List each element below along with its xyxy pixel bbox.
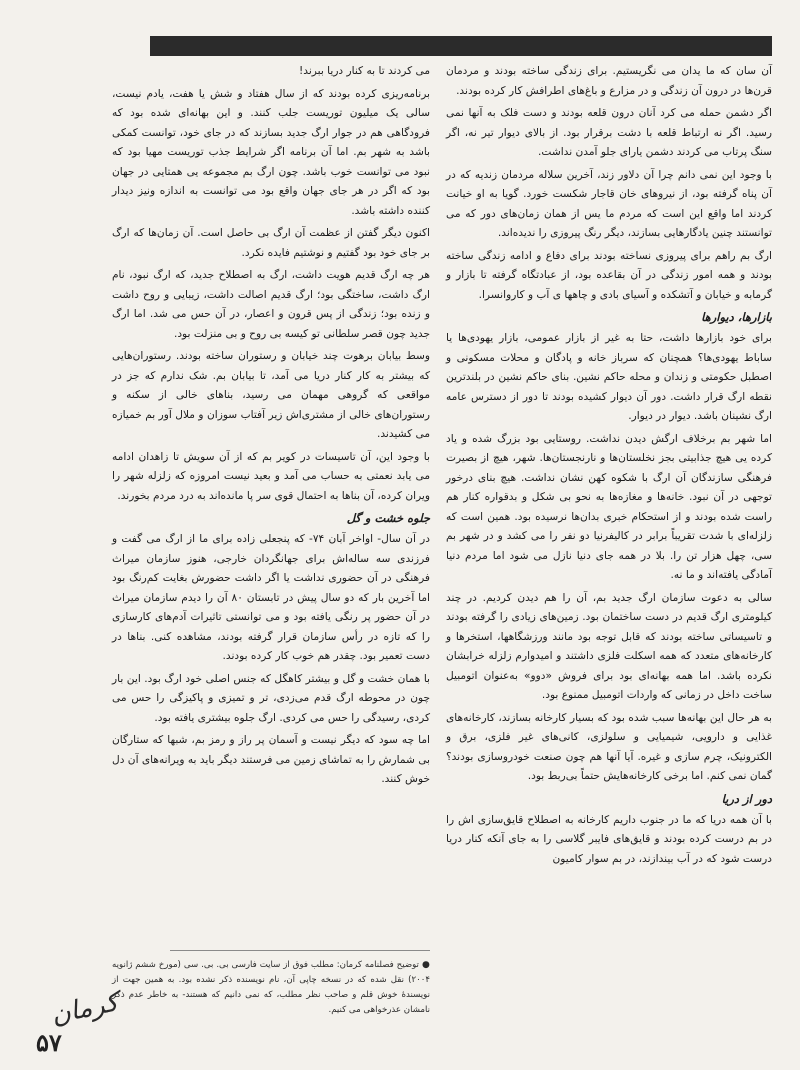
paragraph: برای خود بازارها داشت، حتا به غیر از بازار عمومی، بازار یهودی‌ها یا ساباط یهودی‌ها؟ همچنان که سرباز خانه و پادگان و محلات مسکونی و اصطبل حکومتی و زندان و محله حاکم نشین. بنای حاکم نشین در بلندترین نقطه ارگ قرار داشت. دور آن دیوار کشیده بودند تا دور از دسترس عامه ارگ نشینان باشد. دیوار در دیوار.	[446, 332, 772, 422]
paragraph: برنامه‌ریزی کرده بودند که از سال هفتاد و شش یا هفت، یادم نیست، سالی یک میلیون توریست جلب کنند. و این بهانه‌ای شده بود که فرودگاهی هم در جوار ارگ جدید بسازند که در جای خود، توانست کمکی باشد به شهر بم. اما آن برنامه اگر شرایط جذب توریست مهیا بود که نبود می توانست خوب باشد. چون ارگ بم مجموعه یی همتایی در جهان بود که اگر در هر جای جهان واقع بود می توانست به اندازه ونیز دیدار کننده داشته باشد.	[112, 87, 430, 217]
article-column-right	[446, 62, 772, 872]
footnote-text: توضیح فصلنامه کرمان: مطلب فوق از سایت فارسی بی. بی. سی (مورخ ششم ژانویه ۲۰۰۴) نقل شده که در نسخه چاپی آن، نام نویسنده ذکر نشده بود. به همین جهت از نویسندهٔ خوش قلم و صاحب نظر مطلب، که نمی دانیم که هستند- به خاطر عدم ذکر نامشان عذرخواهی می کنیم.	[112, 960, 430, 1015]
paragraph: به هر حال این بهانه‌ها سبب شده بود که بسیار کارخانه بسازند، کارخانه‌های غذایی و دارویی، شیمیایی و سلولزی، کانی‌های غیر فلزی، برق و الکترونیک، چرم سازی و غیره. آیا آنها هم چون صنعت خودروسازی بودند؟ گمان نمی کنم. اما برخی کارخانه‌هایش حتماً بی‌ربط بود.	[446, 711, 772, 782]
footnote-separator	[170, 950, 430, 951]
paragraph: اگر دشمن حمله می کرد آنان درون قلعه بودند و دست فلک به آنها نمی رسید. اگر نه ارتباط قلعه با دشت برقرار بود. از بالای دیوار تیر نه، اگر سنگ پرتاب می کردند دشمن یارای جلو آمدن نداشت.	[446, 107, 772, 158]
paragraph: اما شهر بم برخلاف ارگش دیدن نداشت. روستایی بود بزرگ شده و یاد کرده یی هیچ جذابیتی بجز نخلستان‌ها و نارنجستان‌ها. شهر، هیچ از بصیرت فرهنگی سازندگان آن ارگ با شکوه کهن نشان نداشت. هیچ بنای درخور توجهی در آن نبود. خانه‌ها و مغازه‌ها به نحو بی شکل و بدقواره کنار هم راست شده بودند و از استحکام خبری بدان‌ها نرسیده بود. همین است که زلزله‌ای با شدت تقریباً برابر در کالیفرنیا دو نفر را می کشد و در شهر بم سی، چهل هزار تن را. بلا در همه جای دنیا نازل می شود اما مردم دنیا آمادگی یافته‌اند و ما نه.	[446, 432, 772, 581]
paragraph: وسط بیابان برهوت چند خیابان و رستوران ساخته بودند. رستوران‌هایی که بیشتر به کار کنار دریا می آمد، تا بیابان بم. شک ندارم که جز در مواقعی که گروهی مهمان می رسید، بناهای خالی از سکنه و رستوران‌های خالی از مشتری‌اش زیر آفتاب سوزان و ملال آور بم خمیازه می کشیدند.	[112, 350, 430, 440]
section-heading: جلوه خشت و گل	[346, 511, 430, 525]
page-number: ۵۷	[36, 1028, 62, 1057]
paragraph: آن سان که ما یدان می نگریستیم. برای زندگی ساخته بودند و مردمان قرن‌ها در درون آن زندگی و در مزارع و باغ‌های اطرافش کار کرده بودند.	[446, 65, 772, 97]
footnote-bullet: ●	[421, 960, 430, 970]
section-heading: بازارها، دیوارها	[701, 310, 772, 324]
header-bar	[150, 36, 772, 56]
paragraph: با آن همه دریا که ما در جنوب داریم کارخانه به اصطلاح قایق‌سازی اش را در بم درست کرده بودند و قایق‌های فایبر گلاسی را به جای آنکه کنار دریا درست شود که در آب بیندازند، در بم سوار کامیون	[446, 813, 772, 865]
paragraph: ارگ بم راهم برای پیروزی نساخته بودند برای دفاع و ادامه زندگی ساخته بودند و همه امور زندگی در آن بقاعده بود، از عبادتگاه گرفته تا بازار و گرمابه و خیابان و آتشکده و آسیای بادی و چاهها ی آب و کاروانسرا.	[446, 249, 772, 301]
section-heading: دور از دریا	[721, 791, 772, 806]
paragraph: اکنون دیگر گفتن از عظمت آن ارگ بی حاصل است. آن زمان‌ها که ارگ بر جای خود بود گفتیم و نوشتیم فایده نکرد.	[112, 227, 430, 259]
paragraph: با همان خشت و گل و بیشتر کاهگل که جنس اصلی خود ارگ بود. این بار چون در محوطه ارگ قدم می‌زدی، تر و تمیزی و پاکیزگی را حس می کردی، رسیدگی را حس می کردی. ارگ جلوه بیشتری یافته بود.	[112, 672, 430, 724]
paragraph: سالی به دعوت سازمان ارگ جدید بم، آن را هم دیدن کردیم. در چند کیلومتری ارگ قدیم در دست ساختمان بود. زمین‌های زیادی را گرفته بودند و تاسیساتی ساخته بودند که قابل توجه بود مانند ورزشگاهها، استخرها و کارخانه‌های متعدد که همه اسکلت فلزی داشتند و امیدوارم زلزله خرابشان نکرده باشد. اما همه بهانه‌ای بود برای فروش «دوو» به‌عنوان اتومبیل ساخت داخل در زمانی که واردات اتومبیل ممنوع بود.	[446, 591, 772, 701]
paragraph: با وجود این نمی دانم چرا آن دلاور زند، آخرین سلاله مردمان زندیه که در آن پناه گرفته بود، از نیروهای خان قاجار شکست خورد. گویا به او خیانت کردند اما واقع این است که مردم ما یس از همان زمان‌های دور که می توانستند چنین یادگارهایی بسازند، دیگر رنگ پیروزی را ندیده‌اند.	[446, 168, 772, 239]
paragraph: می کردند تا به کنار دریا ببرند!	[299, 65, 430, 77]
paragraph: در آن سال- اواخر آبان ۷۴- که پنجعلی زاده برای ما از ارگ می گفت و فرزندی سه ساله‌اش برای جهانگردان خارجی، هنوز سازمان میراث فرهنگی در آن حضوری نداشت یا اگر داشت حضورش بغایت کم‌رنگ بود اما آخرین بار که دو سال پیش در تابستان ۸۰ آن را دیدم سازمان میراث در آن حضور پر رنگی یافته بود و می توانستی تاثیرات آدم‌های کارسازی را که تازه در رأس سازمان قرار گرفته بودند، مشاهده کنی. بناها در دست تعمیر بود. چقدر هم خوب کار کرده بودند.	[112, 533, 430, 662]
logo-text: کرمان	[48, 987, 122, 1031]
paragraph: اما چه سود که دیگر نیست و آسمان پر راز و رمز بم، شبها که ستارگان بی شمارش را به تماشای زمین می فرستند دیگر باید به ویرانه‌های آن دل خوش کنند.	[112, 734, 430, 785]
paragraph: با وجود این، آن تاسیسات در کویر بم که از آن سویش تا زاهدان ادامه می یابد نعمتی به حساب می آمد و بعید نیست امروزه که زلزله شهر را ویران کرده، آن بناها به احتمال قوی سر پا مانده‌اند به درد مردم بخورند.	[112, 450, 430, 502]
paragraph: هر چه ارگ قدیم هویت داشت، ارگ به اصطلاح جدید، که ارگ نبود، نام ارگ داشت، ساختگی بود؛ ارگ قدیم اصالت داشت، زیبایی و روح داشت و زنده بود؛ زندگی از پس قرون و اعصار، در آن حس می شد. اما ارگ جدید چون قصر سلطانی تو کیسه بی روح و بی منزلت بود.	[112, 269, 430, 340]
footnote	[112, 958, 430, 1018]
article-column-left	[112, 62, 430, 793]
